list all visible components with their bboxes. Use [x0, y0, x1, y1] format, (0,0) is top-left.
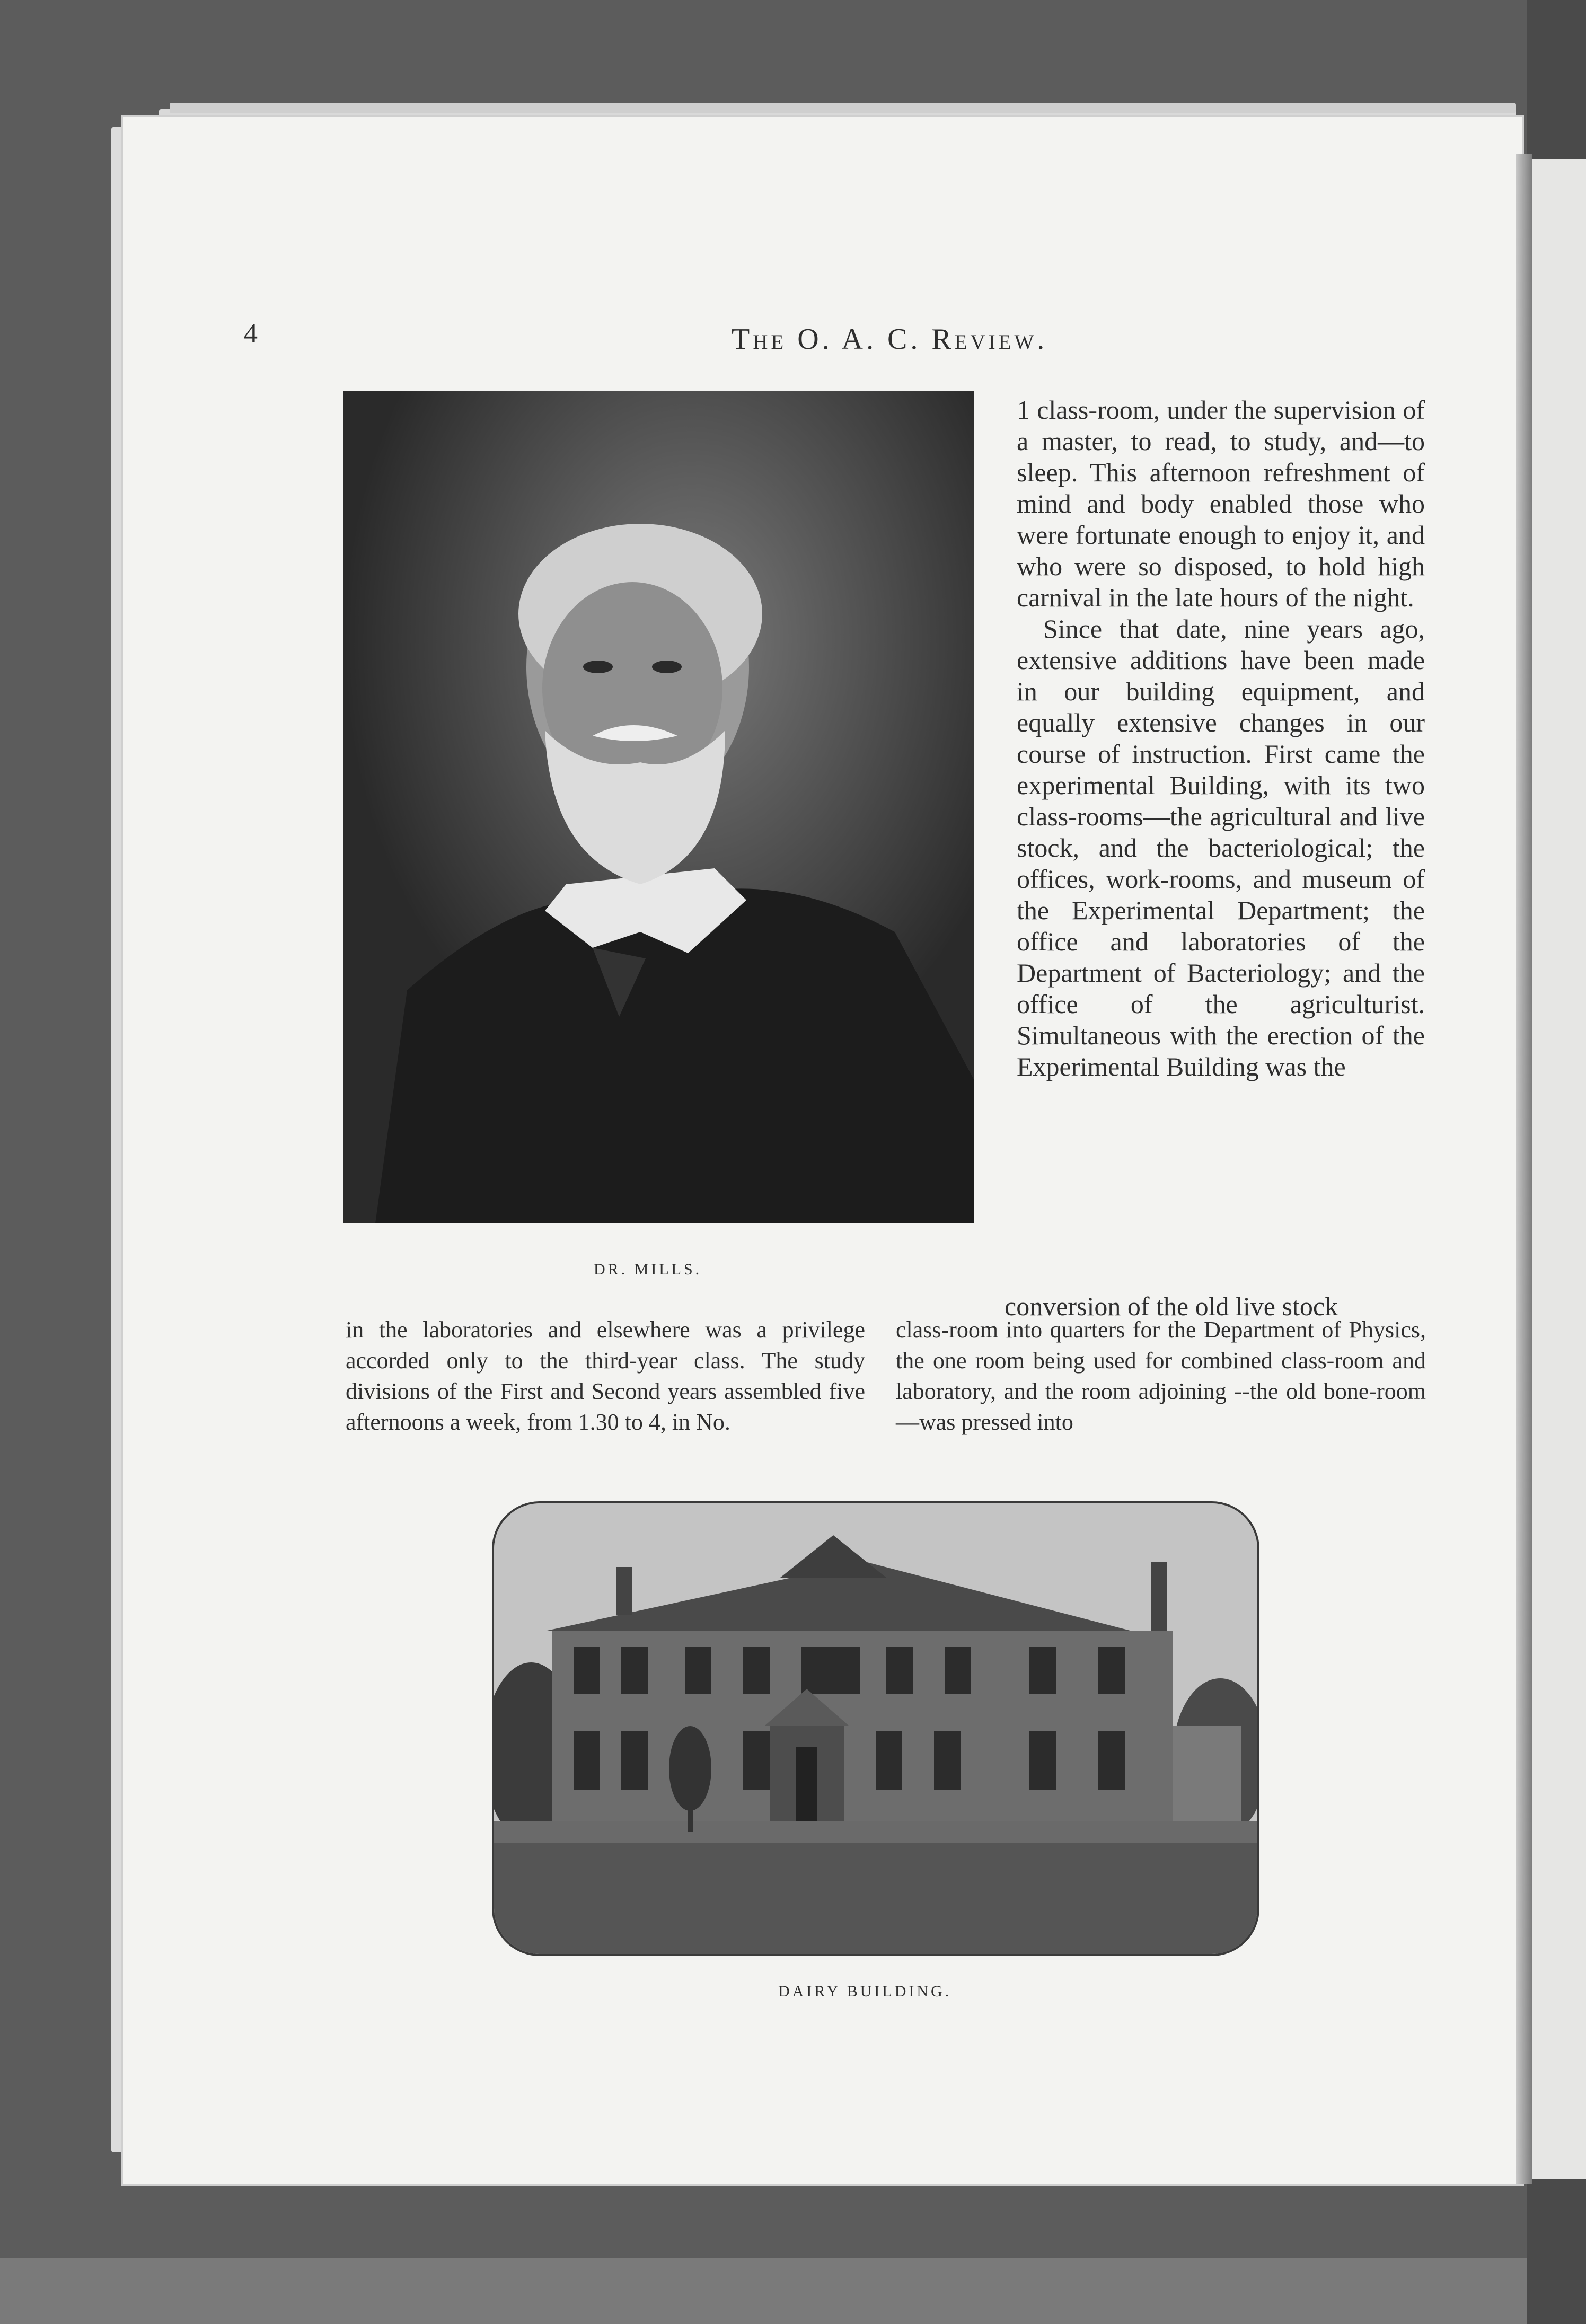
running-head: The O. A. C. Review. — [732, 323, 1048, 356]
facing-page — [1532, 159, 1586, 2179]
paragraph-continuation: conversion of the old live stock — [1005, 1291, 1338, 1321]
page-edge — [170, 103, 1516, 113]
portrait-photo — [343, 391, 974, 1223]
page-number: 4 — [244, 319, 258, 349]
right-column-text — [1017, 394, 1425, 1082]
paragraph: Since that date, nine years ago, extensive additions have been made in our building equipment, and equally extensive changes in our course of instruction. First came the experimental Building, with its two class-rooms—the agricultural and live stock, and the bacteriological; the offices, work-rooms, and museum of the Experimental Department; the office and laboratories of the Department of Bacteriology; and the office of the agriculturist. Simultaneous with the erection of the Experimental Building was the — [1017, 614, 1425, 1081]
scan-backdrop — [0, 2258, 1586, 2324]
dairy-caption: DAIRY BUILDING. — [778, 1983, 952, 2000]
left-bottom-column: in the laboratories and elsewhere was a privilege accorded only to the third-year class. The study divisions of the First and Second years assembled five afternoons a week, from 1.30 to 4, in No. — [346, 1317, 865, 1435]
paragraph: 1 class-room, under the supervision of a master, to read, to study, and—to sleep. This afternoon refreshment of mind and body enabled those who were fortunate enough to enjoy it, and who were so disposed, to hold high carnival in the late hours of the night. — [1017, 395, 1425, 612]
portrait-caption: DR. MILLS. — [594, 1261, 702, 1278]
right-bottom-column: class-room into quarters for the Department of Physics, the one room being used for combined class-room and laboratory, and the room adjoining --the old bone-room—was pressed into — [896, 1317, 1426, 1435]
book-gutter — [1516, 154, 1532, 2184]
dairy-building-photo — [492, 1501, 1259, 1956]
